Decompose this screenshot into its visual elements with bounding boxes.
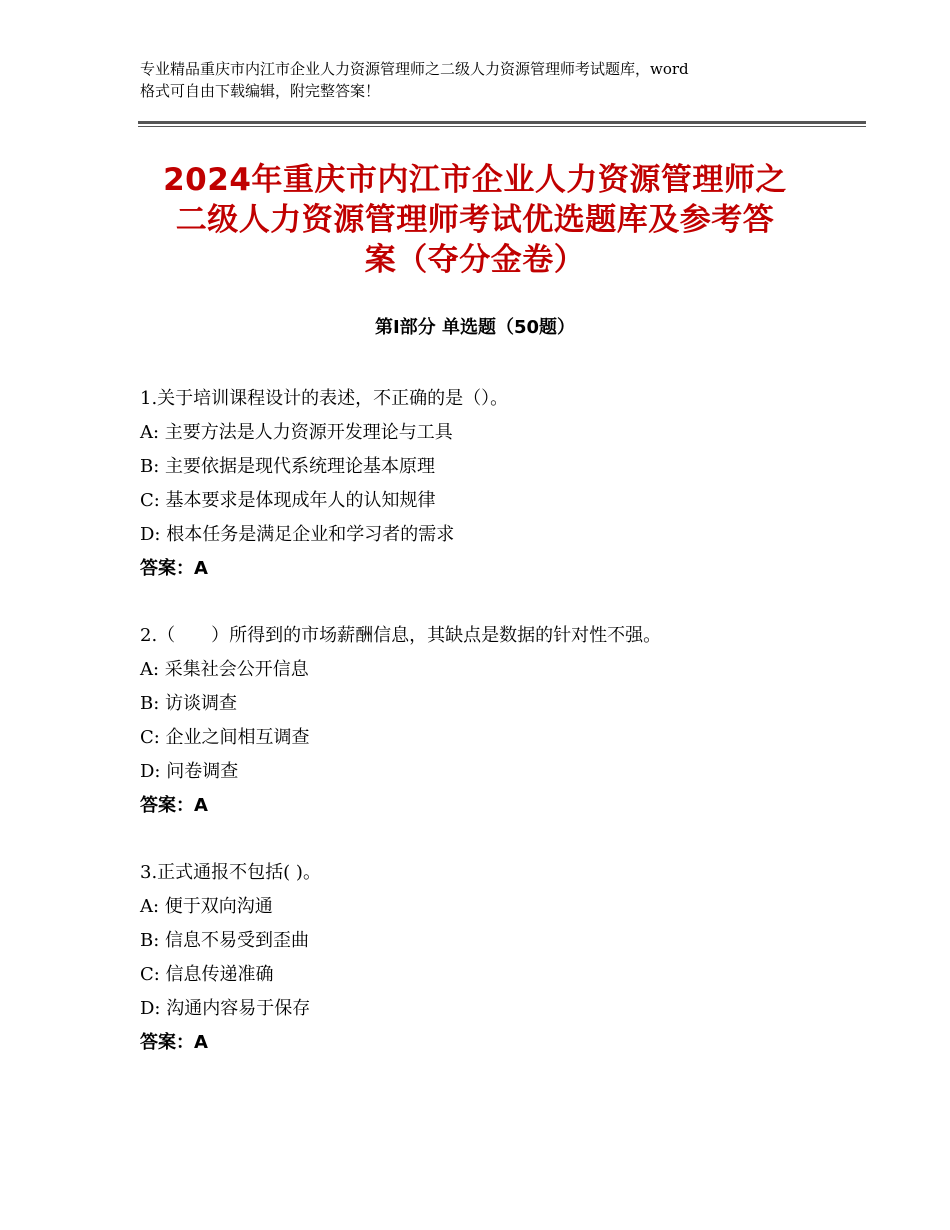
answer: 答案：A <box>140 795 208 816</box>
answer: 答案：A <box>140 558 208 579</box>
header-note-line-2: 格式可自由下载编辑，附完整答案！ <box>140 82 381 100</box>
option-d: D: 根本任务是满足企业和学习者的需求 <box>140 524 455 545</box>
question-stem: 3.正式通报不包括( )。 <box>140 862 321 883</box>
option-c: C: 信息传递准确 <box>140 964 274 985</box>
option-b: B: 信息不易受到歪曲 <box>140 930 310 951</box>
question-stem: 2.（ ）所得到的市场薪酬信息，其缺点是数据的针对性不强。 <box>140 625 662 646</box>
section-title: 第Ⅰ部分 单选题（50题） <box>374 317 575 338</box>
question-2 <box>140 619 840 823</box>
question-1 <box>140 382 840 586</box>
option-a: A: 主要方法是人力资源开发理论与工具 <box>140 422 453 443</box>
header-note-line-1: 专业精品重庆市内江市企业人力资源管理师之二级人力资源管理师考试题库，word <box>140 60 689 78</box>
question-stem: 1.关于培训课程设计的表述，不正确的是（）。 <box>140 388 509 409</box>
document-title-line-2: 二级人力资源管理师考试优选题库及参考答 <box>175 202 775 238</box>
question-list <box>140 382 840 1093</box>
question-3 <box>140 856 840 1060</box>
option-d: D: 沟通内容易于保存 <box>140 998 311 1019</box>
option-b: B: 访谈调查 <box>140 693 238 714</box>
option-d: D: 问卷调查 <box>140 761 239 782</box>
header-rule-thin <box>138 126 866 127</box>
answer: 答案：A <box>140 1032 208 1053</box>
option-a: A: 便于双向沟通 <box>140 896 273 917</box>
document-title <box>130 160 820 280</box>
option-a: A: 采集社会公开信息 <box>140 659 309 680</box>
document-title-line-1: 2024年重庆市内江市企业人力资源管理师之 <box>163 162 787 198</box>
option-c: C: 企业之间相互调查 <box>140 727 310 748</box>
option-c: C: 基本要求是体现成年人的认知规律 <box>140 490 436 511</box>
header-note <box>140 58 820 102</box>
document-title-line-3: 案（夺分金卷） <box>364 242 586 278</box>
header-rule-thick <box>138 121 866 124</box>
option-b: B: 主要依据是现代系统理论基本原理 <box>140 456 436 477</box>
